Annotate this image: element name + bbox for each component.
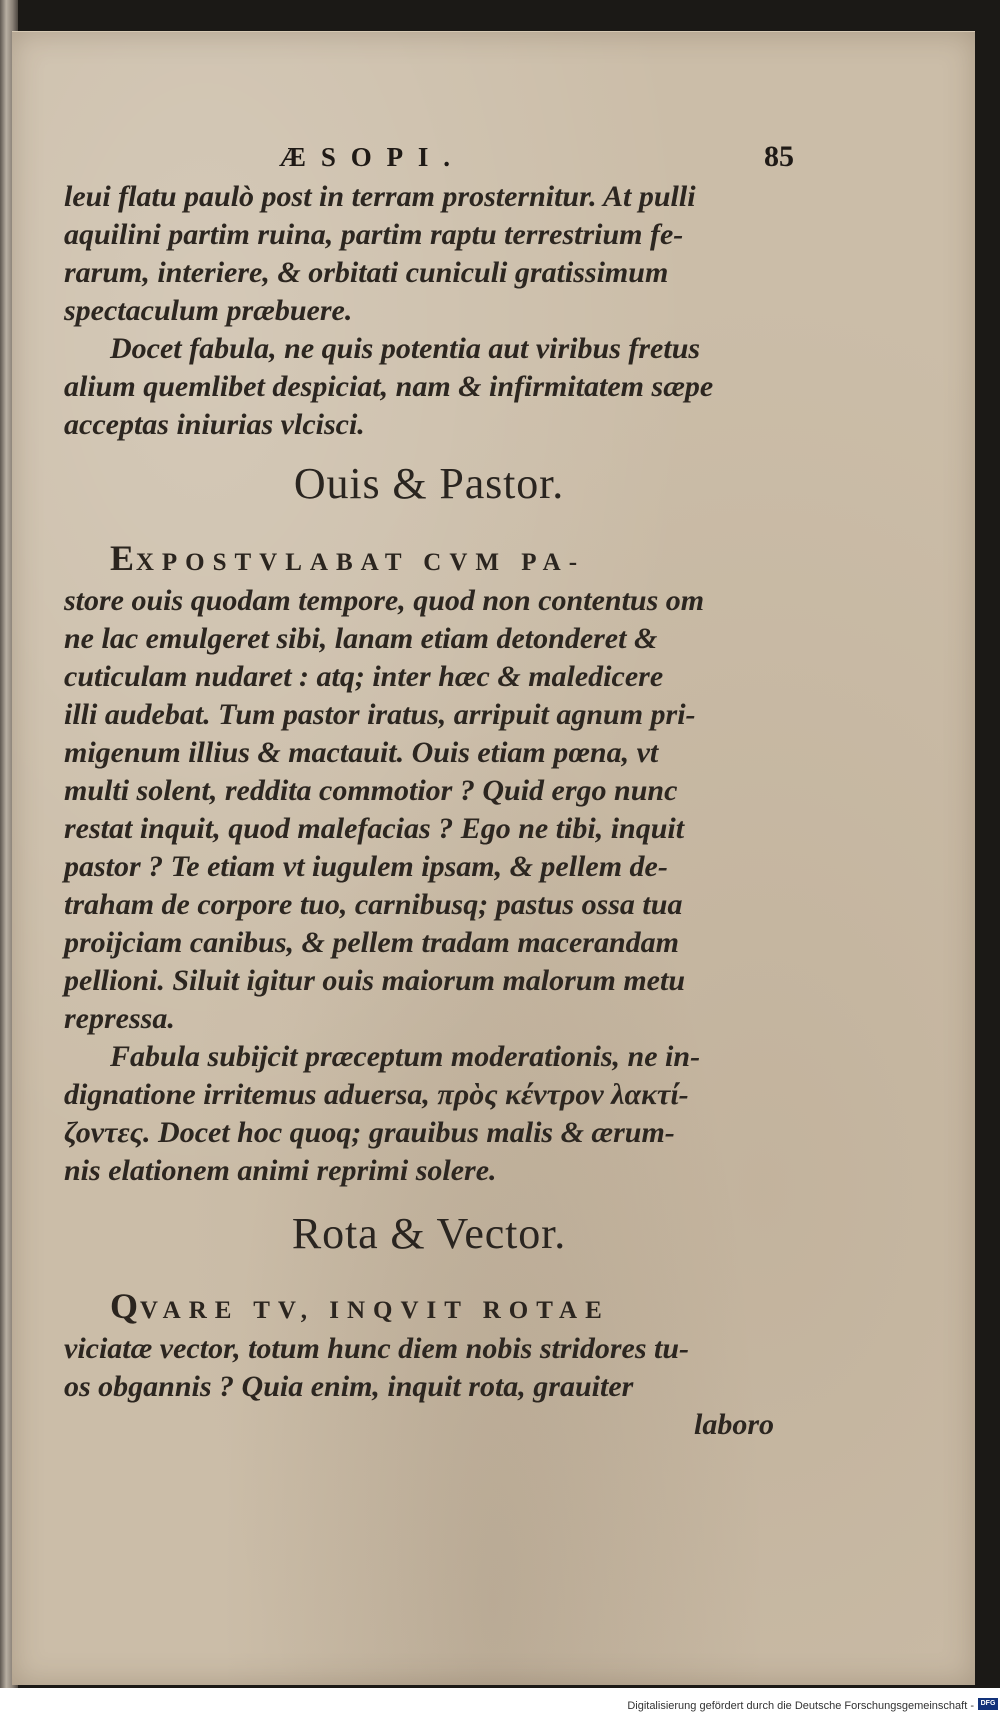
drop-capital: Q (110, 1286, 140, 1326)
book-page (12, 31, 975, 1685)
text-line: proijciam canibus, & pellem tradam macerandam (64, 926, 679, 959)
page-header (279, 140, 794, 174)
text-line: aquilini partim ruina, partim raptu terrestrium fe- (64, 218, 684, 251)
paragraph-4 (64, 1038, 794, 1190)
text-line: pellioni. Siluit igitur ouis maiorum malorum metu (64, 964, 686, 997)
fable-title-rota-vector: Rota & Vector. (291, 1209, 567, 1258)
dfg-logo-icon: DFG (978, 1698, 998, 1710)
text-line: os obgannis ? Quia enim, inquit rota, grauiter (64, 1370, 634, 1403)
text-line: restat inquit, quod malefacias ? Ego ne tibi, inquit (64, 812, 685, 845)
caps-rest: XPOSTVLABAT CVM PA- (135, 549, 586, 576)
text-line: cuticulam nudaret : atq; inter hæc & maledicere (64, 660, 664, 693)
page-number: 85 (764, 140, 794, 173)
text-line: rarum, interiere, & orbitati cuniculi gratissimum (64, 256, 669, 289)
running-title: ÆSOPI. (279, 142, 465, 172)
text-line: nis elationem animi reprimi solere. (64, 1154, 497, 1187)
opening-capitals (64, 539, 794, 582)
text-line: alium quemlibet despiciat, nam & infirmitatem sæpe (64, 370, 714, 403)
page-content (64, 140, 794, 1444)
paragraph-5 (64, 1287, 794, 1444)
digitization-footer (0, 1688, 1000, 1721)
text-line: migenum illius & mactauit. Ouis etiam pœna, vt (64, 736, 659, 769)
text-line: pastor ? Te etiam vt iugulem ipsam, & pellem de- (64, 850, 668, 883)
text-line: illi audebat. Tum pastor iratus, arripuit agnum pri- (64, 698, 696, 731)
text-line: repressa. (64, 1002, 175, 1035)
text-line: acceptas iniurias vlcisci. (64, 408, 365, 441)
drop-capital: E (110, 538, 136, 578)
text-line: ne lac emulgeret sibi, lanam etiam detonderet & (64, 622, 658, 655)
text-line: Fabula subijcit præceptum moderationis, ne in- (110, 1040, 701, 1073)
text-line: multi solent, reddita commotior ? Quid ergo nunc (64, 774, 678, 807)
text-line: store ouis quodam tempore, quod non contentus om (64, 584, 705, 617)
text-line: Docet fabula, ne quis potentia aut viribus fretus (110, 332, 701, 365)
text-line: spectaculum præbuere. (64, 294, 353, 327)
opening-capitals (64, 1287, 794, 1330)
caps-rest: VARE TV, INQVIT ROTAE (139, 1297, 610, 1324)
footer-credit: Digitalisierung gefördert durch die Deutsche Forschungsgemeinschaft - (627, 1700, 974, 1712)
text-line: leui flatu paulò post in terram prosternitur. At pulli (64, 180, 696, 213)
text-line: traham de corpore tuo, carnibusq; pastus ossa tua (64, 888, 683, 921)
fable-title-ouis-pastor: Ouis & Pastor. (293, 459, 565, 508)
catchword: laboro (693, 1408, 774, 1441)
paragraph-3 (64, 539, 794, 1038)
text-line: viciatæ vector, totum hunc diem nobis stridores tu- (64, 1332, 690, 1365)
text-line: dignatione irritemus aduersa, πρὸς κέντρον λακτί- (64, 1078, 689, 1111)
paragraph-2 (64, 330, 794, 444)
text-line: ζοντες. Docet hoc quoq; grauibus malis & ærum- (64, 1116, 675, 1149)
paragraph-1 (64, 178, 794, 330)
